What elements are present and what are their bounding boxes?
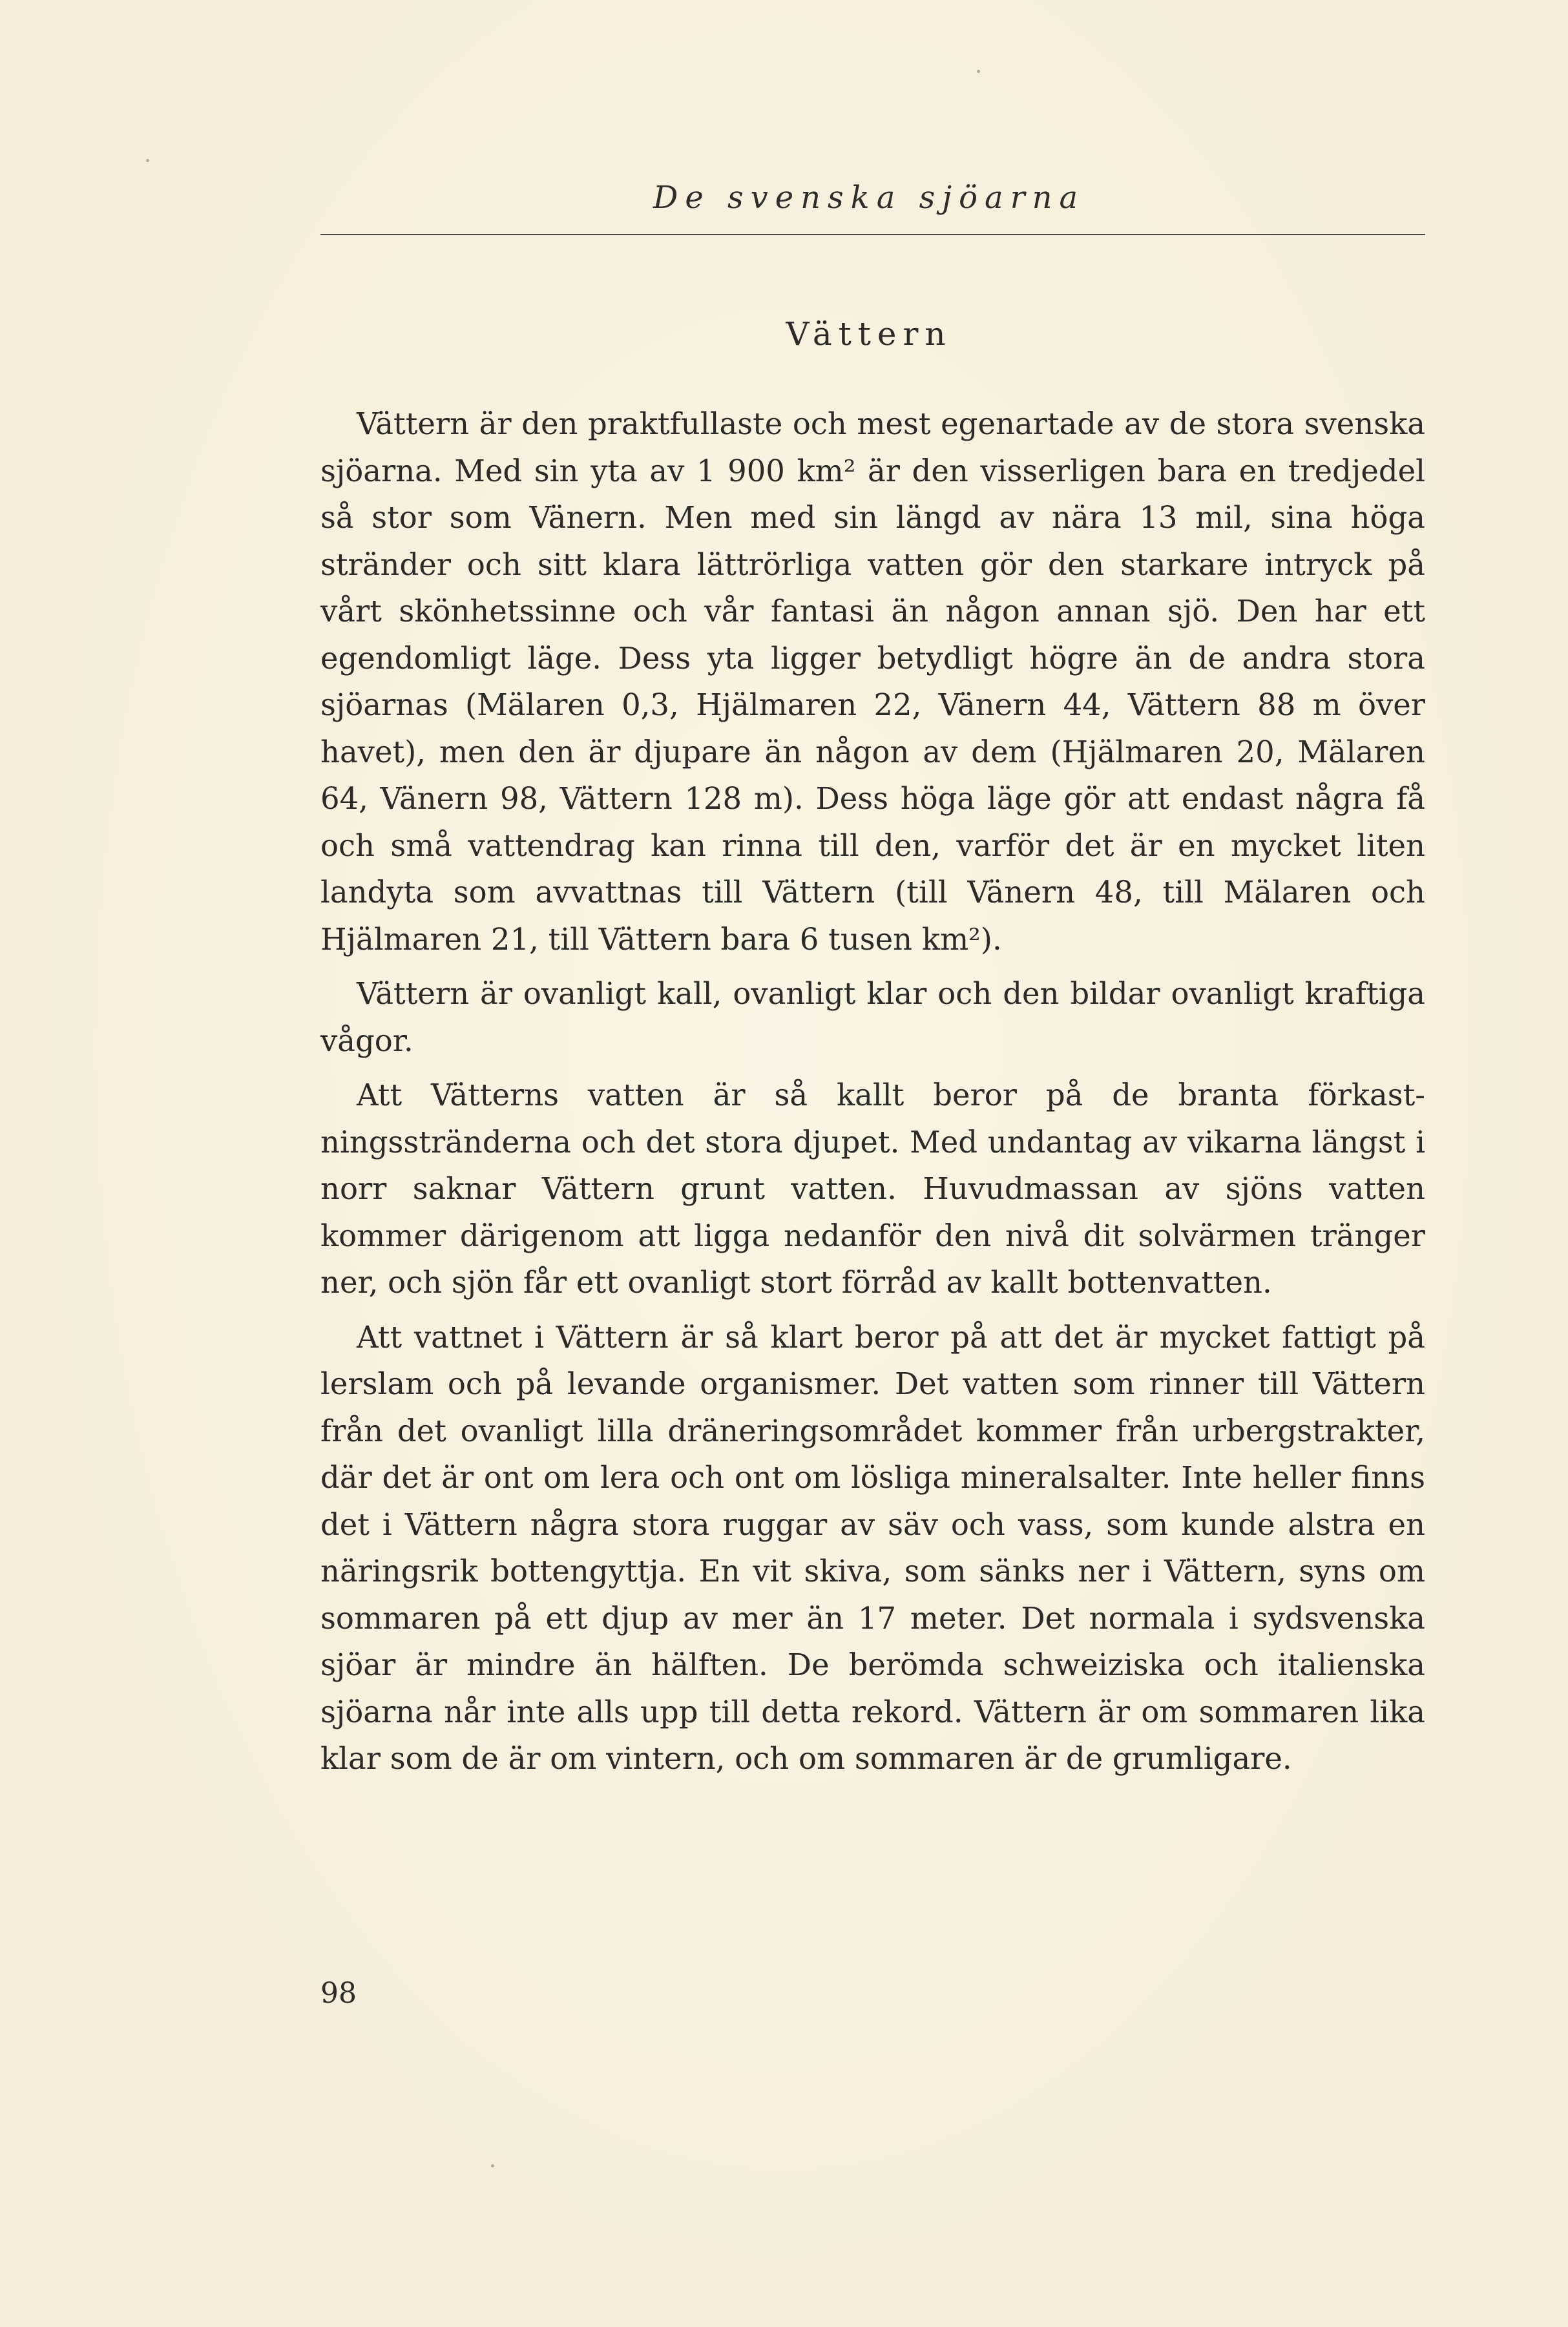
chapter-title: Vättern bbox=[786, 315, 952, 353]
paper-speck bbox=[146, 159, 149, 162]
paper-speck bbox=[491, 2164, 494, 2167]
paragraph-4: Att vattnet i Vättern är så klart beror på att det är mycket fattigt på lerslam och på levande organismer. Det vatten som rinner till Vättern från det ovanligt lilla dräneringsområdet kommer från urbergstrakter, där det är ont om lera och ont om lösliga mineralsalter. Inte heller finns det i Vättern några stora ruggar av säv och vass, som kunde alstra en näringsrik bottengyttja. En vit skiva, som sänks ner i Vättern, syns om sommaren på ett djup av mer än 17 meter. Det normala i sydsvenska sjöar är mindre än hälften. De berömda schweiziska och italienska sjöarna når inte alls upp till detta rekord. Vättern är om sommaren lika klar som de är om vintern, och om sommaren är de grumligare. bbox=[320, 1319, 1425, 1776]
page-number: 98 bbox=[320, 1977, 357, 2010]
body-text bbox=[320, 401, 1425, 1790]
paragraph-2: Vättern är ovanligt kall, ovanligt klar och den bildar ovanligt kraftiga vågor. bbox=[320, 976, 1425, 1058]
running-head: De svenska sjöarna bbox=[653, 180, 1085, 216]
paragraph-3: Att Vätterns vatten är så kallt beror på de branta förkastningsstränderna och det stora djupet. Med undantag av vikarna längst i norr saknar Vättern grunt vatten. Huvudmassan av sjöns vatten kommer därigenom att ligga nedanför den nivå dit solvärmen tränger ner, och sjön får ett ovanligt stort förråd av kallt bottenvatten. bbox=[320, 1078, 1425, 1300]
paper-speck bbox=[977, 70, 980, 73]
header-rule bbox=[320, 234, 1425, 235]
paragraph-1: Vättern är den praktfullaste och mest egenartade av de stora svenska sjöarna. Med sin yta av 1 900 km² är den visserligen bara en tredjedel så stor som Vänern. Men med sin längd av nära 13 mil, sina höga stränder och sitt klara lättrörliga vatten gör den starkare intryck på vårt skönhetssinne och vår fantasi än någon annan sjö. Den har ett egendomligt läge. Dess yta ligger betydligt högre än de andra stora sjöarnas (Mälaren 0,3, Hjälmaren 22, Vänern 44, Vättern 88 m över havet), men den är djupare än någon av dem (Hjälmaren 20, Mälaren 64, Vänern 98, Vättern 128 m). Dess höga läge gör att endast några få och små vattendrag kan rinna till den, varför det är en mycket liten landyta som avvattnas till Vättern (till Vänern 48, till Mälaren och Hjälmaren 21, till Vättern bara 6 tusen km²). bbox=[320, 406, 1425, 957]
